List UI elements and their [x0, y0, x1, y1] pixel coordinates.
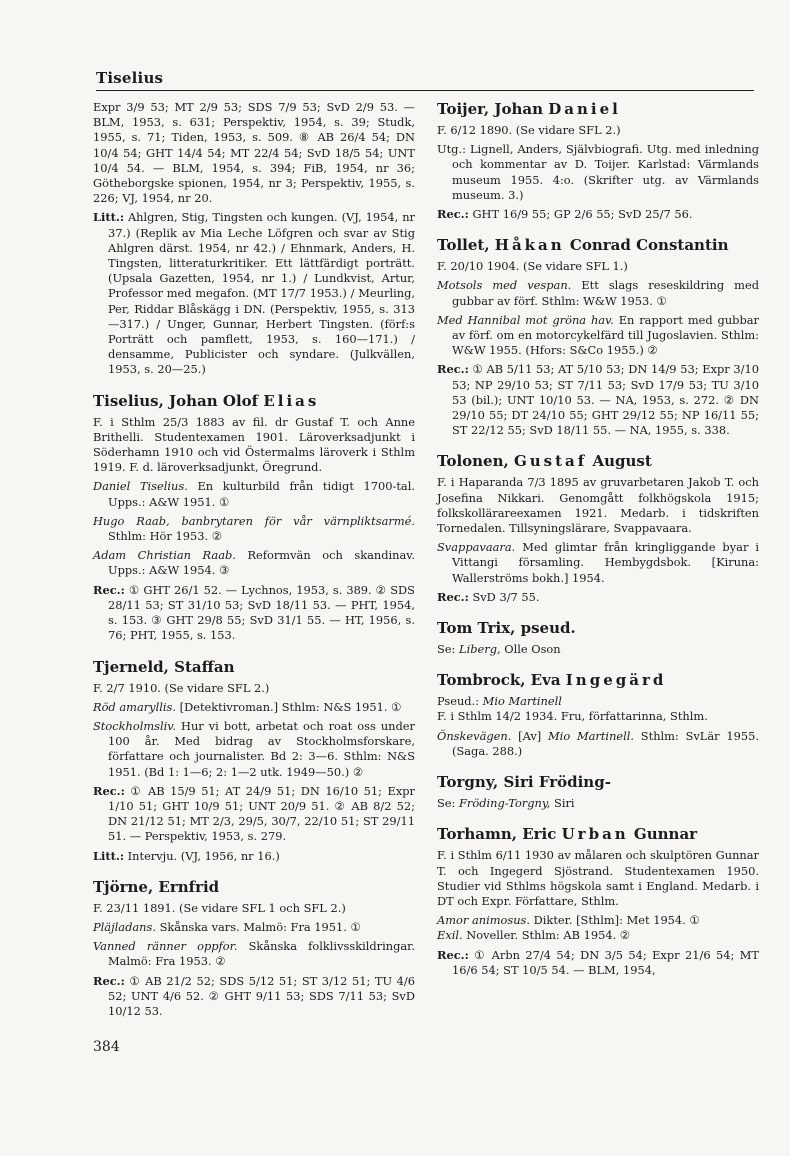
work-author: Mio Martinell.	[548, 728, 635, 743]
entry-tingsten-continued	[93, 100, 415, 378]
entry-tjorne	[93, 878, 415, 1019]
work-title: Adam Christian Raab.	[93, 548, 236, 563]
pseud-name: Mio Martinell	[482, 694, 562, 709]
pseudonym	[437, 694, 759, 709]
rec-text: ① AB 15/9 51; AT 24/9 51; DN 16/10 51; Expr 1/10 51; GHT 10/9 51; UNT 20/9 51. ② AB 8/2 52; DN 21/12 51; MT 2/3, 29/5, 30/7, 22/10 51; ST 29/11 51. — Perspektiv, 1953, s. 279.	[108, 783, 415, 844]
work-details: Skånska folklivsskildringar. Malmö: Fra 1953. ②	[108, 939, 415, 969]
work-details: Noveller. Sthlm: AB 1954. ②	[462, 928, 631, 943]
heading-spaced-name: Daniel	[548, 100, 621, 118]
work-title: Stockholmsliv.	[93, 718, 176, 733]
entry-heading: Tjörne, Ernfrid	[93, 877, 220, 896]
heading-name: Tiselius, Johan Olof	[93, 391, 264, 410]
entry-tjerneld	[93, 658, 415, 864]
entry-heading: Torgny, Siri Fröding-	[437, 773, 611, 792]
rec-text: ① AB 5/11 53; AT 5/10 53; DN 14/9 53; Expr 3/10 53; NP 29/10 53; ST 7/11 53; SvD 17/9 53; TU 3/10 53 (bil.); UNT 10/10 53. — NA, 1953, s. 272. ② DN 29/10 55; DT 24/10 55; GHT 29/12 55; NP 16/11 55; ST 22/12 55; SvD 18/11 55. — NA, 1955, s. 338.	[452, 362, 759, 438]
bio: F. 2/7 1910. (Se vidare SFL 2.)	[93, 680, 270, 695]
right-column	[437, 100, 759, 982]
work-details: Skånska vars. Malmö: Fra 1951. ①	[155, 919, 361, 934]
reviews	[437, 207, 759, 222]
work	[437, 278, 759, 308]
work-details: Sthlm: Hör 1953. ②	[108, 529, 222, 544]
see-reference	[437, 642, 759, 657]
bio: F. i Sthlm 14/2 1934. Fru, författarinna, Sthlm.	[437, 709, 708, 724]
entry-heading	[437, 825, 759, 843]
litt-text: Ahlgren, Stig, Tingsten och kungen. (VJ, 1954, nr 37.) (Replik av Mia Leche Löfgren och svar av Stig Ahlgren därst. 1954, nr 42.) / Ehnmark, Anders, H. Tingsten, litteraturkritiker. Ett lättfärdigt porträtt. (Upsala Gazetten, 1954, nr 1.) / Lundkvist, Artur, Professor med megafon. (MT 17/7 1953.) / Meurling, Per, Riddar Blåskägg i DN. (Perspektiv, 1955, s. 313—317.) / Unger, Gunnar, Herbert Tingsten. (förf:s Porträtt och pamflett, 1953, s. 160—171.) / densamme, Publicister och syndare. (Julkvällen, 1953, s. 20—25.)	[108, 210, 415, 377]
bio: F. i Sthlm 6/11 1930 av målaren och skulptören Gunnar T. och Ingegerd Sjöstrand. Studentexamen 1950. Studier vid Sthlms högskola samt i England. Medarb. i DT och Expr. Författare, Sthlm.	[437, 848, 759, 908]
bio: F. 6/12 1890. (Se vidare SFL 2.)	[437, 123, 621, 137]
entry-tollet	[437, 236, 759, 438]
see-label: Se:	[437, 642, 460, 657]
pseud-label: Pseud.:	[437, 694, 483, 709]
entry-heading	[437, 236, 759, 254]
heading-spaced-name: Håkan	[494, 236, 565, 255]
entry-heading	[437, 452, 759, 470]
heading-name: Tombrock, Eva	[437, 671, 566, 690]
rec-text: ① AB 21/2 52; SDS 5/12 51; ST 3/12 51; TU 4/6 52; UNT 4/6 52. ② GHT 9/11 53; SDS 7/11 53; SvD 10/12 53.	[108, 973, 415, 1018]
rec-label: Rec.:	[93, 973, 125, 988]
bio: F. 23/11 1891. (Se vidare SFL 1 och SFL 2.)	[93, 900, 346, 915]
work-details: Hur vi bott, arbetat och roat oss under 100 år. Med bidrag av Stockholmsforskare, författare och journalister. Bd 2: 3—6. Sthlm: N&S 1951. (Bd 1: 1—6; 2: 1—2 utk. 1949—50.) ②	[108, 718, 415, 779]
work-details: [Av]	[511, 728, 549, 743]
entry-heading	[437, 100, 759, 118]
rec-label: Rec.:	[437, 589, 469, 604]
rec-label: Rec.:	[437, 207, 469, 222]
entry-heading: Tjerneld, Staffan	[93, 657, 235, 676]
header-rule	[96, 90, 754, 91]
reviews	[93, 974, 415, 1020]
heading-spaced-name: Ingegärd	[565, 671, 667, 690]
work-title: Önskevägen.	[437, 728, 512, 743]
entry-tiselius	[93, 392, 415, 644]
literature-paragraph	[93, 849, 415, 864]
work-title: Svappavaara.	[437, 540, 516, 555]
work-details: Reformvän och skandinav. Upps.: A&W 1954. ③	[108, 548, 415, 578]
work-details: En rapport med gubbar av förf. om en motorcykelfärd till Jugoslavien. Sthlm: W&W 1955. (Hfors: S&Co 1955.) ②	[452, 312, 759, 358]
work	[437, 540, 759, 586]
rec-text: SvD 3/7 55.	[468, 589, 540, 604]
entry-heading	[437, 671, 759, 689]
work-details: [Detektivroman.] Sthlm: N&S 1951. ①	[176, 699, 402, 714]
work	[437, 928, 759, 943]
page-number: 384	[93, 1039, 120, 1055]
work-title: Vanned ränner oppfor.	[93, 939, 238, 954]
work-title: Daniel Tiselius.	[93, 479, 188, 494]
work	[93, 479, 415, 509]
running-header: Tiselius	[96, 69, 164, 87]
work-title: Pläjladans.	[93, 919, 156, 934]
heading-name: Toijer, Johan	[437, 100, 549, 118]
entry-tom-trix	[437, 619, 759, 657]
reviews	[93, 784, 415, 845]
rec-label: Rec.:	[437, 947, 469, 962]
work	[93, 939, 415, 969]
reviews	[437, 362, 759, 438]
litt-label: Litt.:	[93, 210, 125, 225]
see-reference	[437, 796, 759, 811]
work-title: Exil.	[437, 928, 463, 943]
work-title: Amor animosus.	[437, 913, 531, 928]
rec-label: Rec.:	[437, 362, 469, 377]
reviews	[93, 583, 415, 644]
entry-heading	[93, 392, 415, 410]
heading-name: Tollet,	[437, 236, 495, 255]
litt-label: Litt.:	[93, 848, 125, 863]
entry-tombrock	[437, 671, 759, 759]
literature-paragraph	[93, 210, 415, 377]
entry-heading: Tom Trix, pseud.	[437, 619, 576, 638]
heading-spaced-name: Urban	[561, 825, 629, 844]
work	[93, 700, 415, 715]
work	[437, 313, 759, 359]
rec-label: Rec.:	[93, 783, 125, 798]
work	[437, 729, 759, 759]
see-target-rest: Siri	[550, 796, 575, 811]
entry-torgny	[437, 773, 759, 811]
see-target: Liberg,	[459, 642, 501, 657]
work-details: Dikter. [Sthlm]: Met 1954. ①	[530, 913, 700, 928]
heading-name-rest: Gunnar	[628, 825, 698, 844]
work-title: Hugo Raab, banbrytaren för vår värnpliktsarmé.	[93, 513, 415, 528]
bio: F. i Haparanda 7/3 1895 av gruvarbetaren Jakob T. och Josefina Nikkari. Genomgått folkhögskola 1915; folkskollärareexamen 1921. Medarb. i tidskriften Tornedalen. Tillsyningslärare, Svappavaara.	[437, 475, 759, 536]
work-details: Med glimtar från kringliggande byar i Vittangi församling. Hembygdsbok. [Kiruna: Wallerströms bokh.] 1954.	[452, 540, 759, 585]
heading-spaced-name: Elias	[263, 391, 320, 410]
work-details: Sthlm: SvLär 1955. (Saga. 288.)	[452, 728, 759, 758]
work	[93, 920, 415, 935]
left-column	[93, 100, 415, 1023]
heading-name: Torhamn, Eric	[437, 825, 562, 844]
entry-tolonen	[437, 452, 759, 605]
work	[93, 514, 415, 544]
bio: F. i Sthlm 25/3 1883 av fil. dr Gustaf T. och Anne Brithelli. Studentexamen 1901. Läroverksadjunkt i Söderhamn 1910 och vid Östermalms läroverk i Sthlm 1919. F. d. läroverksadjunkt, Öregrund.	[93, 414, 415, 475]
entry-toijer	[437, 100, 759, 222]
reviews-continued: Expr 3/9 53; MT 2/9 53; SDS 7/9 53; SvD 2/9 53. — BLM, 1953, s. 631; Perspektiv, 1954, s. 39; Studk, 1955, s. 71; Tiden, 1953, s. 509. ⑧ AB 26/4 54; DN 10/4 54; GHT 14/4 54; MT 22/4 54; SvD 18/5 54; UNT 10/4 54. — BLM, 1954, s. 394; FiB, 1954, nr 36; Götheborgske spionen, 1954, nr 3; Perspektiv, 1955, s. 226; VJ, 1954, nr 20.	[93, 100, 415, 206]
work	[93, 719, 415, 780]
rec-text: GHT 16/9 55; GP 2/6 55; SvD 25/7 56.	[468, 207, 693, 222]
rec-text: ① Arbn 27/4 54; DN 3/5 54; Expr 21/6 54; MT 16/6 54; ST 10/5 54. — BLM, 1954,	[452, 947, 759, 977]
bio: F. 20/10 1904. (Se vidare SFL 1.)	[437, 259, 628, 274]
rec-label: Rec.:	[93, 582, 125, 597]
see-target: Fröding-Torgny,	[459, 796, 551, 811]
work-title: Med Hannibal mot gröna hav.	[437, 312, 614, 327]
heading-name-rest: Conrad Constantin	[564, 236, 729, 255]
litt-text: Intervju. (VJ, 1956, nr 16.)	[124, 848, 280, 863]
work-title: Motsols med vespan.	[437, 278, 572, 293]
see-label: Se:	[437, 796, 460, 811]
reviews	[437, 948, 759, 978]
work-details: Ett slags reseskildring med gubbar av förf. Sthlm: W&W 1953. ①	[452, 278, 759, 308]
edited-work: Utg.: Lignell, Anders, Självbiografi. Utg. med inledning och kommentar av D. Toijer. Karlstad: Värmlands museum 1955. 4:o. (Skrifter utg. av Värmlands museum. 3.)	[437, 142, 759, 202]
reviews	[437, 590, 759, 605]
work	[437, 913, 759, 928]
entry-torhamn	[437, 825, 759, 978]
heading-name: Tolonen,	[437, 452, 514, 471]
work-details: En kulturbild från tidigt 1700-tal. Upps.: A&W 1951. ①	[108, 479, 415, 509]
see-target-rest: Olle Oson	[500, 642, 561, 657]
rec-text: ① GHT 26/1 52. — Lychnos, 1953, s. 389. ② SDS 28/11 53; ST 31/10 53; SvD 18/11 53. — PHT, 1954, s. 153. ③ GHT 29/8 55; SvD 31/1 55. — HT, 1956, s. 76; PHT, 1955, s. 153.	[108, 582, 415, 643]
heading-spaced-name: Gustaf	[513, 452, 588, 471]
work	[93, 548, 415, 578]
work-title: Röd amaryllis.	[93, 699, 177, 714]
heading-name-rest: August	[587, 452, 652, 471]
